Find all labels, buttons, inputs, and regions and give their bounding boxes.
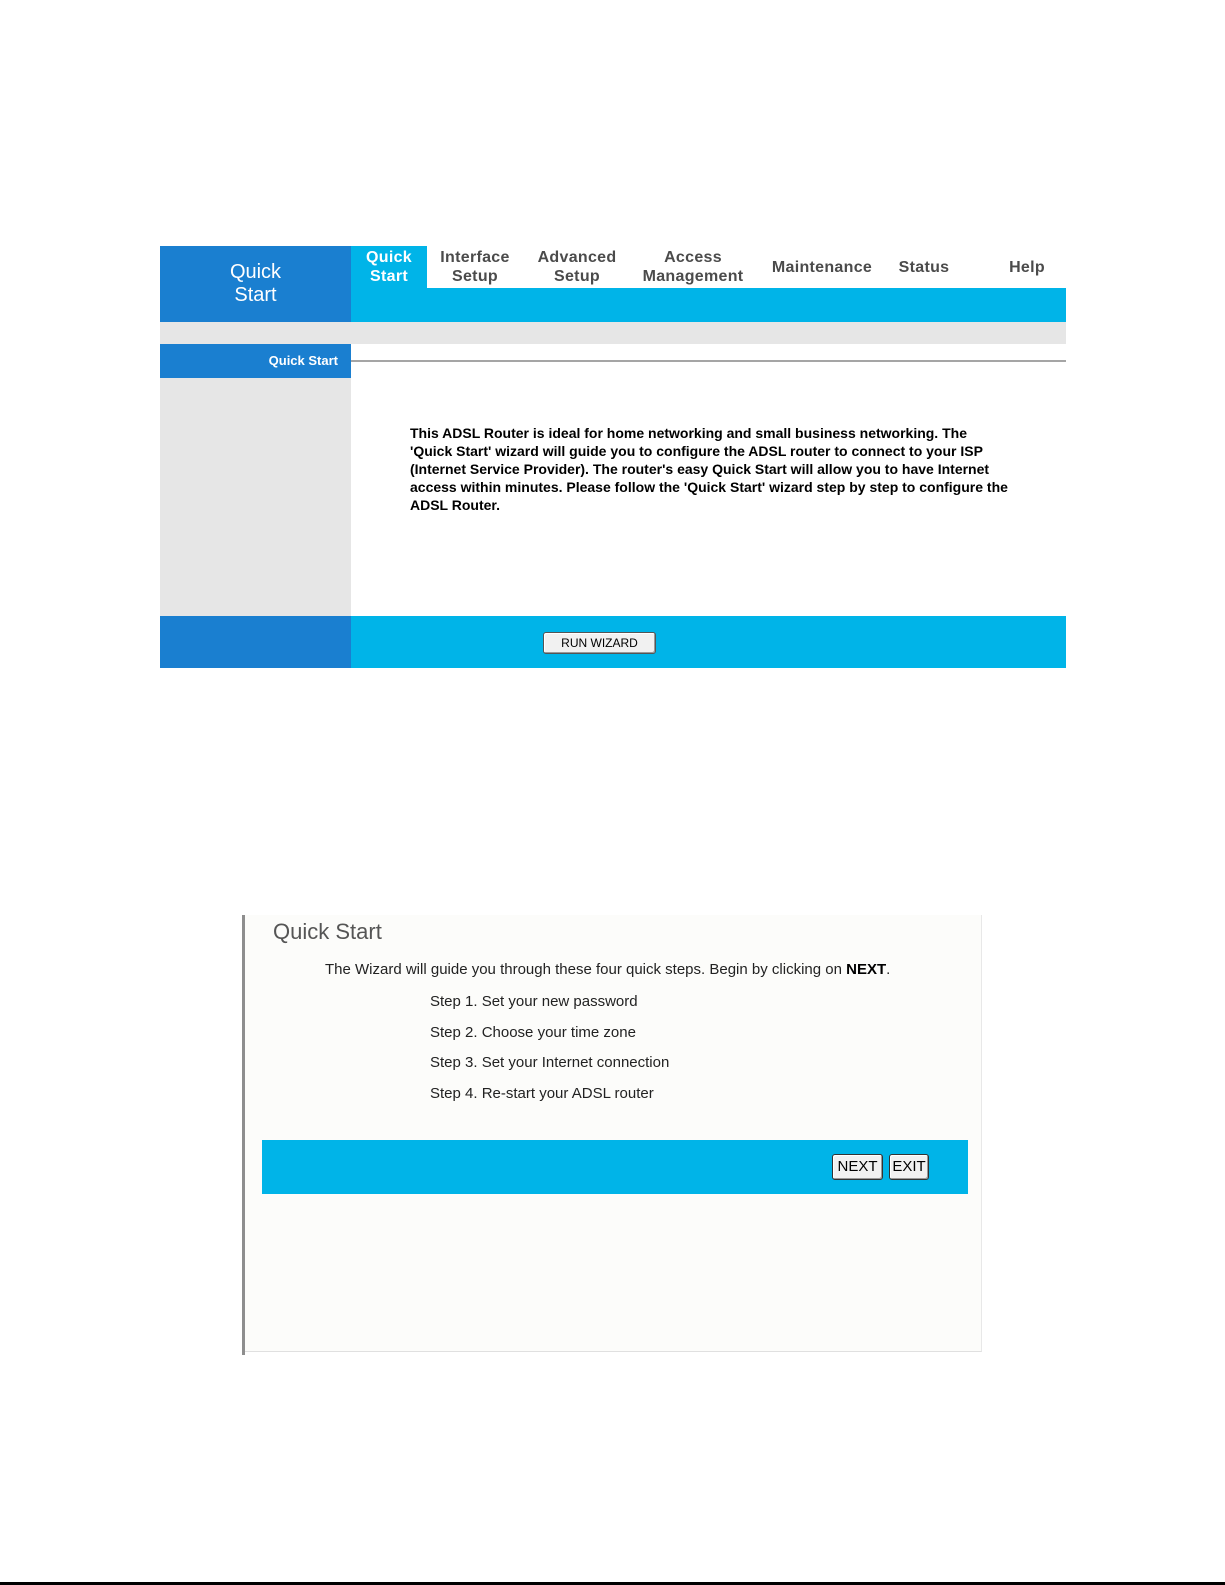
wizard-panel (245, 915, 982, 1352)
exit-button[interactable]: EXIT (889, 1154, 929, 1180)
main-nav (351, 246, 1066, 288)
next-emphasis: NEXT (846, 961, 887, 978)
intro-text: This ADSL Router is ideal for home networking and small business networking. The 'Quick Start' wizard will guide you to configure the ADSL router to connect to your ISP (Internet Service Provider). The router's easy Quick Start will allow you to have Internet access within minutes. Please follow the 'Quick Start' wizard step by step to configure the ADSL Router. (410, 425, 1008, 513)
wizard-lead: The Wizard will guide you through these four quick steps. Begin by clicking on NEXT. (325, 961, 891, 978)
wizard-page (242, 915, 982, 1355)
tab-interface-setup[interactable]: Interface Setup (440, 249, 510, 285)
gray-strip (160, 322, 1066, 344)
list-item: Step 4. Re-start your ADSL router (430, 1084, 654, 1102)
tab-access-management[interactable]: Access Management (642, 249, 744, 285)
sub-nav-bar (351, 288, 1066, 322)
next-button[interactable]: NEXT (832, 1154, 883, 1180)
tab-advanced-setup[interactable]: Advanced Setup (537, 249, 617, 285)
wizard-action-bar (262, 1140, 968, 1194)
step-list (430, 993, 669, 1115)
run-wizard-button[interactable]: RUN WIZARD (543, 632, 656, 654)
list-item: Step 2. Choose your time zone (430, 1023, 636, 1041)
list-item: Step 3. Set your Internet connection (430, 1054, 670, 1071)
tab-status[interactable]: Status (898, 258, 950, 276)
router-main-page (160, 246, 1066, 668)
side-panel (160, 344, 351, 616)
section-label: Quick Start (160, 344, 351, 378)
page-title (160, 246, 351, 322)
list-item: Step 1. Set your new password (430, 993, 638, 1010)
page-title-line2: Start (234, 284, 277, 306)
tab-quick-start[interactable]: Quick Start (351, 246, 427, 288)
footer-left (160, 616, 351, 668)
tab-help[interactable]: Help (1009, 258, 1045, 276)
page-title-line1: Quick (229, 261, 282, 283)
wizard-title: Quick Start (273, 919, 382, 944)
footer-bar (351, 616, 1066, 668)
tab-maintenance[interactable]: Maintenance (771, 258, 873, 276)
